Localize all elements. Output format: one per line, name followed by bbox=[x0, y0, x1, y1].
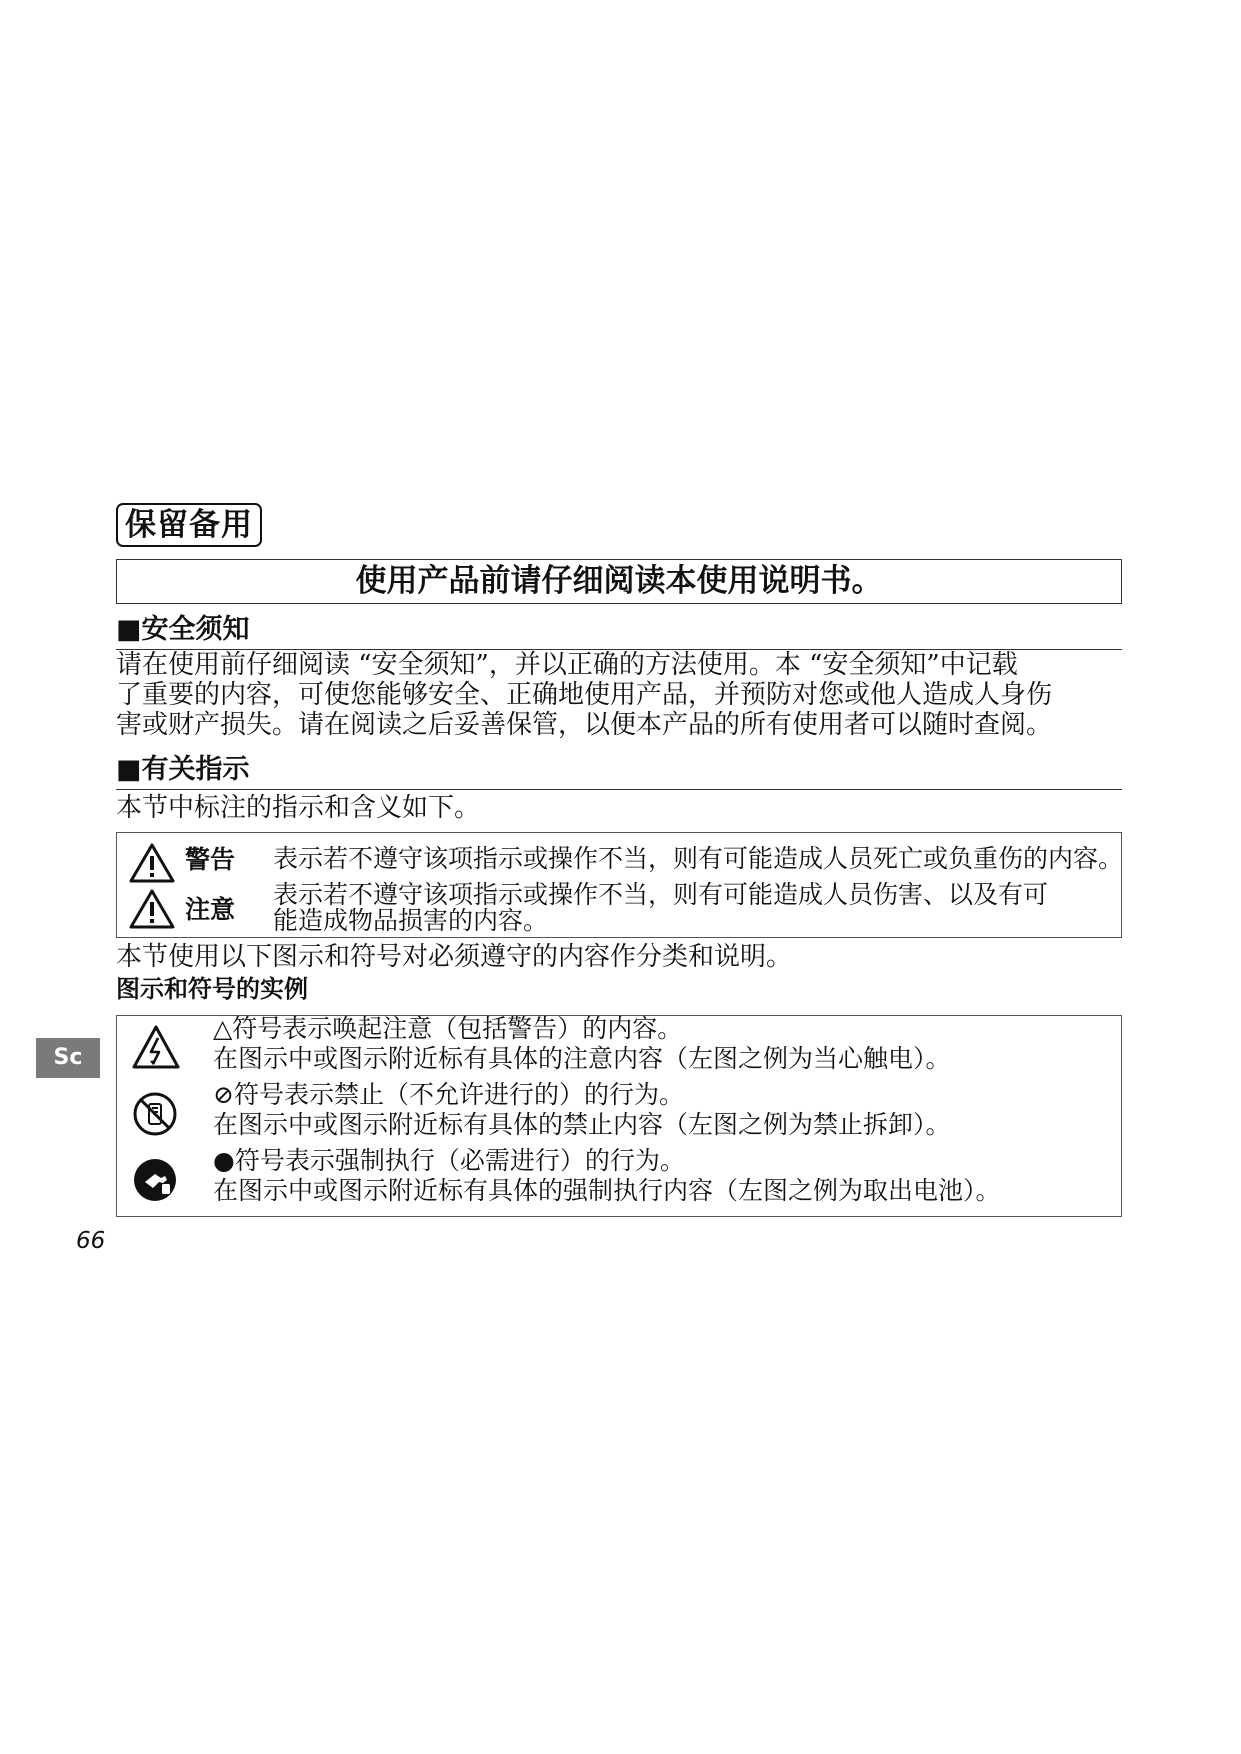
signal-word-table bbox=[116, 832, 1122, 938]
example-line: △符号表示唤起注意（包括警告）的内容。 bbox=[213, 1014, 683, 1043]
example-line: 在图示中或图示附近标有具体的强制执行内容（左图之例为取出电池）。 bbox=[213, 1176, 1001, 1205]
example-line: ⊘符号表示禁止（不允许进行的）的行为。 bbox=[213, 1080, 684, 1109]
page-number: 66 bbox=[76, 1228, 106, 1254]
warning-description: 表示若不遵守该项指示或操作不当，则有可能造成人员死亡或负重伤的内容。 bbox=[273, 844, 1124, 873]
warning-triangle-icon bbox=[129, 843, 175, 883]
keep-for-reference-badge: 保留备用 bbox=[116, 503, 262, 547]
warning-label: 警告 bbox=[185, 845, 236, 874]
no-disassembly-icon bbox=[131, 1090, 179, 1138]
safety-line: 了重要的内容，可使您能够安全、正确地使用产品，并预防对您或他人造成人身伤 bbox=[116, 680, 1053, 710]
safety-line: 害或财产损失。请在阅读之后妥善保管，以便本产品的所有使用者可以随时查阅。 bbox=[116, 710, 1053, 740]
language-tab: Sc bbox=[36, 1038, 100, 1078]
main-title: 使用产品前请仔细阅读本使用说明书。 bbox=[116, 559, 1122, 604]
indications-after-text: 本节使用以下图示和符号对必须遵守的内容作分类和说明。 bbox=[116, 942, 793, 972]
safety-line: 请在使用前仔细阅读 “安全须知”，并以正确的方法使用。本 “安全须知”中记载 bbox=[116, 650, 1018, 680]
symbol-examples-table bbox=[116, 1015, 1122, 1217]
example-line: 在图示中或图示附近标有具体的注意内容（左图之例为当心触电）。 bbox=[213, 1044, 951, 1073]
caution-label: 注意 bbox=[185, 895, 236, 924]
caution-triangle-icon bbox=[129, 889, 175, 929]
example-line: 在图示中或图示附近标有具体的禁止内容（左图之例为禁止拆卸）。 bbox=[213, 1110, 951, 1139]
safety-heading: ■安全须知 bbox=[116, 612, 1122, 650]
indications-intro: 本节中标注的指示和含义如下。 bbox=[116, 793, 481, 823]
examples-heading: 图示和符号的实例 bbox=[116, 975, 308, 1003]
example-line: ●符号表示强制执行（必需进行）的行为。 bbox=[213, 1146, 685, 1175]
caution-description: 表示若不遵守该项指示或操作不当，则有可能造成人员伤害、以及有可 bbox=[273, 880, 1049, 909]
remove-battery-icon bbox=[131, 1156, 179, 1204]
electric-shock-warning-icon bbox=[131, 1024, 181, 1070]
indications-heading: ■有关指示 bbox=[116, 752, 1122, 790]
caution-description: 能造成物品损害的内容。 bbox=[273, 906, 549, 935]
